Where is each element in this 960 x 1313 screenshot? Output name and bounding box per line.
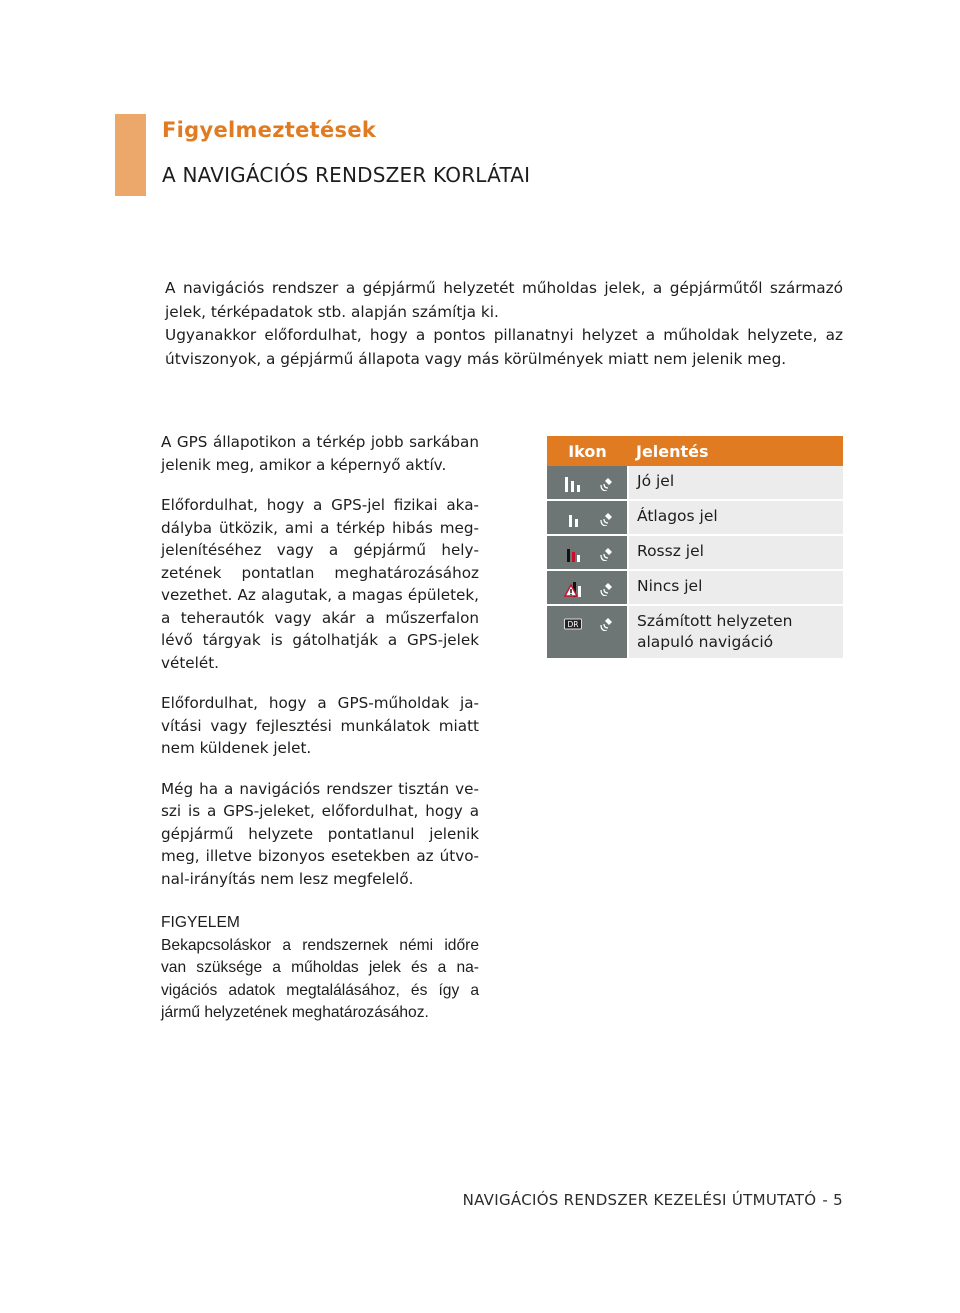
page-footer (463, 1191, 843, 1209)
table-row (547, 570, 843, 605)
section-accent-bar (115, 114, 146, 196)
dead-reckoning-label: DR (567, 620, 579, 629)
dead-reckoning-icon (564, 616, 582, 632)
page-number: - 5 (822, 1191, 843, 1209)
table-row (547, 500, 843, 535)
section-title: Figyelmeztetések (162, 118, 377, 142)
column-header-meaning: Jelentés (628, 436, 843, 466)
table-row (547, 605, 843, 659)
icon-cell (547, 466, 628, 500)
icon-cell (547, 535, 628, 570)
warning-text: Bekapcsoláskor a rendszernek némi időre van szüksége a műholdas jelek és a navigációs adatok megtalálásához, és így a jármű helyzetének meghatározásához. (161, 936, 479, 1021)
column-header-icon: Ikon (547, 436, 628, 466)
satellite-icon (599, 510, 617, 526)
icon-cell (547, 605, 628, 659)
table-row (547, 466, 843, 500)
warning-title: FIGYELEM (161, 914, 240, 931)
meaning-cell: Nincs jel (628, 570, 843, 605)
gps-signal-average-icon (564, 511, 582, 527)
intro-paragraph-1: A navigációs rendszer a gépjármű helyzetét műholdas jelek, a gépjárműtől származó jelek, térképadatok stb. alapján számítja ki. (165, 279, 843, 321)
warning-note (161, 912, 479, 1025)
intro-block (165, 277, 843, 371)
meaning-cell: Rossz jel (628, 535, 843, 570)
icon-cell (547, 570, 628, 605)
satellite-icon (599, 545, 617, 561)
gps-icon-table (547, 436, 843, 660)
meaning-cell: Átlagos jel (628, 500, 843, 535)
satellite-icon (599, 580, 617, 596)
footer-title: NAVIGÁCIÓS RENDSZER KEZELÉSI ÚTMUTATÓ (462, 1191, 817, 1209)
gps-signal-poor-icon (564, 546, 582, 562)
section-subtitle: A NAVIGÁCIÓS RENDSZER KORLÁTAI (162, 163, 531, 187)
meaning-cell: Jó jel (628, 466, 843, 500)
meaning-cell: Számított helyzeten alapuló navigáció (628, 605, 843, 659)
body-text-column (161, 431, 479, 1025)
gps-no-signal-icon (564, 581, 582, 597)
body-paragraph-1: A GPS állapotikon a térkép jobb sarkában jelenik meg, amikor a képernyő aktív. (161, 433, 479, 474)
body-paragraph-3: Előfordulhat, hogy a GPS-műholdak javítási vagy fejlesztési munkálatok miatt nem küldenek jelet. (161, 694, 479, 757)
intro-paragraph-2: Ugyanakkor előfordulhat, hogy a pontos pillanatnyi helyzet a műholdak helyzete, az útviszonyok, a gépjármű állapota vagy más körülmények miatt nem jelenik meg. (165, 326, 843, 368)
table-header-row (547, 436, 843, 466)
table-row (547, 535, 843, 570)
body-paragraph-4: Még ha a navigációs rendszer tisztán veszi is a GPS-jeleket, előfordulhat, hogy a gépjármű helyzete pontatlanul jelenik meg, illetve bizonyos esetekben az útvonal-irányítás nem lesz megfelelő. (161, 779, 479, 888)
satellite-icon (599, 475, 617, 491)
body-paragraph-2: Előfordulhat, hogy a GPS-jel fizikai akadályba ütközik, ami a térkép hibás megjelenítéséhez vagy a gépjármű helyzetének pontatlan meghatározásához vezethet. Az alagutak, a magas épületek, a teherautók vagy akár a műszerfalon lévő tárgyak is gátolhatják a GPS-jelek vételét. (161, 496, 479, 672)
gps-signal-good-icon (564, 476, 582, 492)
satellite-icon (599, 615, 617, 631)
icon-cell (547, 500, 628, 535)
